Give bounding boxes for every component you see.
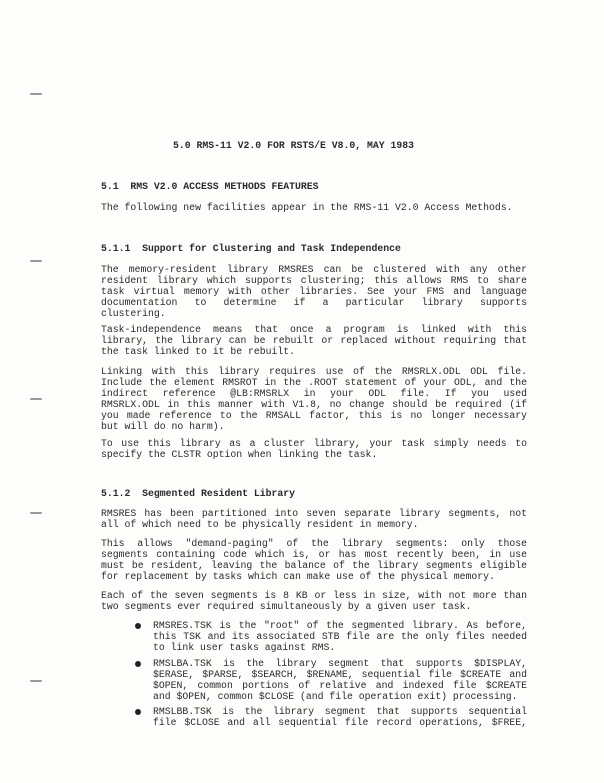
text-line: specify the CLSTR option when linking the task. <box>101 449 378 460</box>
text-line: clustering. <box>101 308 166 319</box>
text-line: The following new facilities appear in the RMS-11 V2.0 Access Methods. <box>101 202 513 213</box>
text-line: Task-independence means that once a program is linked with this <box>101 324 527 335</box>
section-heading: 5.1.2 Segmented Resident Library <box>101 488 296 499</box>
text-line: Include the element RMSROT in the .ROOT statement of your ODL, and the <box>101 377 527 388</box>
scan-margin-mark <box>30 512 42 514</box>
bullet-item <box>153 620 527 653</box>
paragraph <box>101 366 527 432</box>
text-line: RMSRLX.ODL in this manner with V1.8, no change should be required (if <box>101 399 527 410</box>
bullet-icon <box>135 661 141 667</box>
text-line: Each of the seven segments is 8 KB or less in size, with not more than <box>101 590 527 601</box>
bullet-icon <box>135 709 141 715</box>
text-line: This allows "demand-paging" of the library segments: only those <box>101 538 527 549</box>
text-line: and $OPEN, common $CLOSE (and file operation exit) processing. <box>153 691 518 702</box>
paragraph <box>101 508 527 530</box>
paragraph <box>101 438 527 460</box>
text-line: RMSRES has been partitioned into seven separate library segments, not <box>101 508 527 519</box>
section-5-1-1 <box>101 243 527 254</box>
bullet-item <box>153 658 527 702</box>
text-line: this TSK and its associated STB file are the only files needed <box>153 631 527 642</box>
paragraph <box>101 324 527 357</box>
section-5-1 <box>101 181 527 192</box>
text-line: RMSRES.TSK is the "root" of the segmented library. As before, <box>153 620 527 631</box>
paragraph <box>101 202 527 213</box>
paragraph <box>101 264 527 319</box>
paragraph <box>101 538 527 582</box>
text-line: RMSLBA.TSK is the library segment that supports $DISPLAY, <box>153 658 527 669</box>
text-line: file $CLOSE and all sequential file record operations, $FREE, <box>153 717 527 728</box>
section-5-1-2 <box>101 488 527 499</box>
text-line: documentation to determine if a particular library supports <box>101 297 527 308</box>
text-line: must be resident, leaving the balance of the library segments eligible <box>101 560 527 571</box>
scan-margin-mark <box>30 398 42 400</box>
text-line: $ERASE, $PARSE, $SEARCH, $RENAME, sequential file $CREATE and <box>153 669 527 680</box>
section-heading: 5.1.1 Support for Clustering and Task Independence <box>101 243 401 254</box>
text-line: library, the library can be rebuilt or replaced without requiring that <box>101 335 527 346</box>
chapter-title: 5.0 RMS-11 V2.0 FOR RSTS/E V8.0, MAY 1983 <box>173 140 415 151</box>
text-line: to link user tasks against RMS. <box>153 642 336 653</box>
text-line: the task linked to it be rebuilt. <box>101 346 296 357</box>
text-line: for replacement by tasks which can make use of the physical memory. <box>101 571 495 582</box>
text-line: but will do no harm). <box>101 421 225 432</box>
text-line: indirect reference @LB:RMSRLX in your ODL file. If you used <box>101 388 527 399</box>
scan-margin-mark <box>30 93 42 95</box>
text-line: task virtual memory with other libraries. See your FMS and language <box>101 286 527 297</box>
text-line: To use this library as a cluster library, your task simply needs to <box>101 438 527 449</box>
bullet-item <box>153 706 527 728</box>
bullet-icon <box>135 623 141 629</box>
text-line: two segments ever required simultaneously by a given user task. <box>101 601 472 612</box>
text-line: Linking with this library requires use of the RMSRLX.ODL ODL file. <box>101 366 527 377</box>
text-line: $OPEN, common portions of relative and indexed file $CREATE <box>153 680 527 691</box>
text-line: all of which need to be physically resident in memory. <box>101 519 419 530</box>
text-line: The memory-resident library RMSRES can be clustered with any other <box>101 264 527 275</box>
scan-margin-mark <box>30 260 42 262</box>
text-line: resident library which supports clustering; this allows RMS to share <box>101 275 527 286</box>
section-heading: 5.1 RMS V2.0 ACCESS METHODS FEATURES <box>101 181 319 192</box>
scan-margin-mark <box>30 680 42 682</box>
text-line: RMSLBB.TSK is the library segment that supports sequential <box>153 706 527 717</box>
text-line: you made reference to the RMSALL factor, this is no longer necessary <box>101 410 527 421</box>
text-line: segments containing code which is, or has most recently been, in use <box>101 549 527 560</box>
paragraph <box>101 590 527 612</box>
